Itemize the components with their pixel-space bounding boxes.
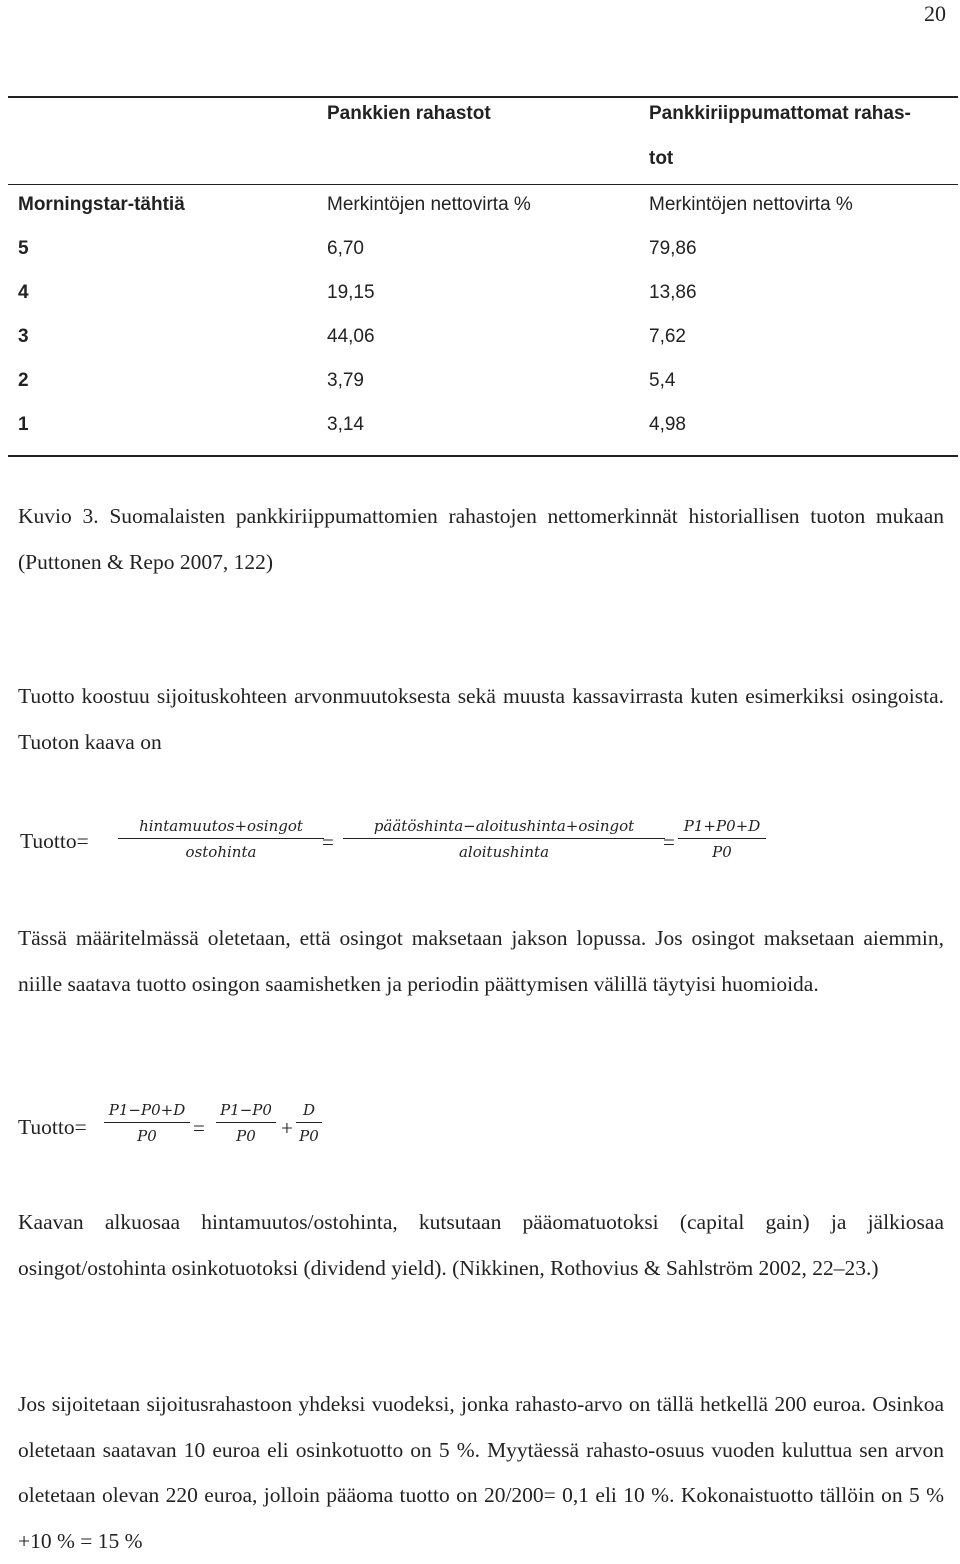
paragraph-capital-gain: Kaavan alkuosaa hintamuutos/ostohinta, kutsutaan pääomatuotoksi (capital gain) ja jälkiosaa osingot/ostohinta osinkotuotoksi (dividend yield). (Nikkinen, Rothovius & Sahlström 2002, 22–23.) [18,1210,944,1280]
table-cell: 5,4 [649,370,676,391]
paragraph-example: Jos sijoitetaan sijoitusrahastoon yhdeksi vuodeksi, jonka rahasto-arvo on tällä hetkellä 200 euroa. Osinkoa oletetaan saatavan 10 euroa eli osinkotuotto on 5 %. Myytäessä rahasto-osuus vuoden kuluttua sen arvon oletetaan olevan 220 euroa, jolloin pääoma tuotto on 20/200= 0,1 eli 10 %. Kokonaistuotto tällöin on 5 % +10 % = 15 % [18,1392,944,1553]
table-bottom-rule [8,455,958,457]
table-cell: 7,62 [649,326,686,347]
page-number: 20 [924,1,946,26]
denominator: aloitushinta [458,843,550,861]
table-top-rule [8,96,958,98]
table-cell: 4 [18,282,29,303]
table-header-rule [8,184,958,185]
denominator: P0 [137,1127,157,1145]
fraction-total [104,1100,190,1146]
table-cell: 19,15 [327,282,375,303]
fraction-bar [118,838,324,839]
table-cell: 3 [18,326,29,347]
equals-sign: = [193,1116,205,1140]
table-cell: 5 [18,238,29,259]
column-header-independent-flow: Merkintöjen nettovirta % [649,194,853,215]
fraction-bar [678,838,766,839]
paragraph-return-definition: Tuotto koostuu sijoituskohteen arvonmuutoksesta sekä muusta kassavirrasta kuten esimerkiksi osingoista. Tuoton kaava on [18,684,944,754]
plus-sign: + [281,1116,293,1140]
table-cell: 1 [18,414,29,435]
table-cell: 3,79 [327,370,364,391]
fraction-dividend-yield [296,1100,322,1146]
formula-label: Tuotto= [18,1115,87,1139]
table-cell: 3,14 [327,414,364,435]
equals-sign: = [322,830,334,854]
denominator: P0 [712,843,732,861]
fraction-bar [296,1122,322,1123]
denominator: ostohinta [185,843,257,861]
equals-sign: = [663,830,675,854]
table-cell: 13,86 [649,282,697,303]
header-bank-funds: Pankkien rahastot [327,103,491,124]
numerator: päätöshinta−aloitushinta+osingot [373,817,635,835]
numerator: P1+P0+D [683,817,761,835]
column-header-bank-flow: Merkintöjen nettovirta % [327,194,531,215]
header-independent-funds: Pankkiriippumattomat rahas- [649,103,911,124]
fraction-bar [343,838,665,839]
numerator: P1−P0 [220,1101,272,1119]
denominator: P0 [299,1127,319,1145]
fraction-capital-gain [216,1100,276,1146]
numerator: P1−P0+D [108,1101,186,1119]
table-cell: 44,06 [327,326,375,347]
formula-label: Tuotto= [20,829,89,853]
header-independent-funds-cont: tot [649,148,674,169]
table-cell: 79,86 [649,238,697,259]
numerator: D [302,1101,316,1119]
fraction-symbolic [678,816,766,862]
table-cell: 6,70 [327,238,364,259]
table-cell: 2 [18,370,29,391]
numerator: hintamuutos+osingot [139,817,303,835]
fraction-price-change [118,816,324,862]
table-cell: 4,98 [649,414,686,435]
fraction-bar [216,1122,276,1123]
denominator: P0 [236,1127,256,1145]
column-header-stars: Morningstar-tähtiä [18,194,185,215]
fraction-closing-price [343,816,665,862]
fraction-bar [104,1122,190,1123]
paragraph-dividend-timing: Tässä määritelmässä oletetaan, että osingot maksetaan jakson lopussa. Jos osingot maksetaan aiemmin, niille saatava tuotto osingon saamishetken ja periodin päättymisen välillä täytyisi huomioida. [18,926,944,996]
figure-caption: Kuvio 3. Suomalaisten pankkiriippumattomien rahastojen nettomerkinnät historiallisen tuoton mukaan (Puttonen & Repo 2007, 122) [18,504,944,574]
